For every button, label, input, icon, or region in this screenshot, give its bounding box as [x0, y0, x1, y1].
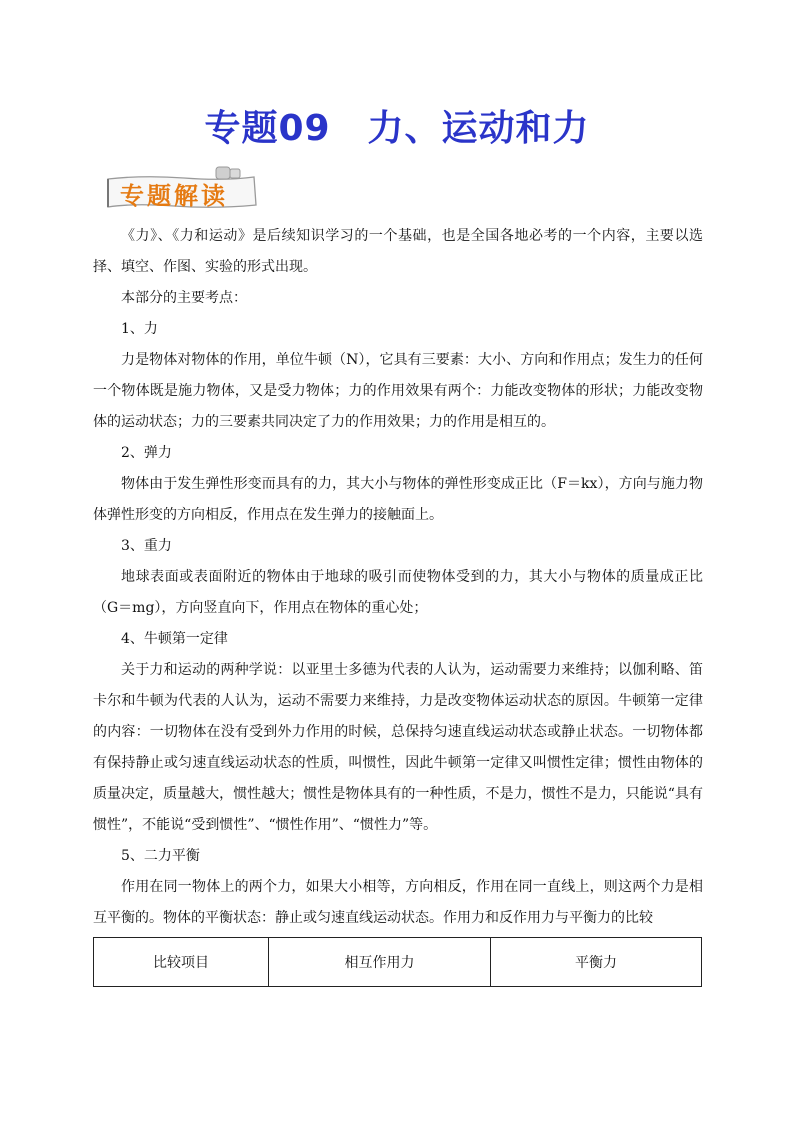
balance-paragraph: 作用在同一物体上的两个力，如果大小相等，方向相反，作用在同一直线上，则这两个力是相互平衡的。物体的平衡状态：静止或匀速直线运动状态。作用力和反作用力与平衡力的比较	[93, 879, 703, 926]
section-heading-balance: 5、二力平衡	[121, 848, 200, 864]
section-heading-gravity: 3、重力	[121, 538, 172, 554]
key-points-heading: 本部分的主要考点：	[121, 290, 247, 306]
gravity-paragraph: 地球表面或表面附近的物体由于地球的吸引而使物体受到的力，其大小与物体的质量成正比（G＝mg），方向竖直向下，作用点在物体的重心处；	[93, 569, 703, 616]
article-body	[93, 221, 703, 934]
table-header-cell: 平衡力	[491, 938, 702, 987]
section-badge	[104, 165, 260, 215]
section-heading-elastic: 2、弹力	[121, 445, 172, 461]
newton-paragraph: 关于力和运动的两种学说：以亚里士多德为代表的人认为，运动需要力来维持；以伽利略、笛卡尔和牛顿为代表的人认为，运动不需要力来维持，力是改变物体运动状态的原因。牛顿第一定律的内容：一切物体在没有受到外力作用的时候，总保持匀速直线运动状态或静止状态。一切物体都有保持静止或匀速直线运动状态的性质，叫惯性，因此牛顿第一定律又叫惯性定律；惯性由物体的质量决定，质量越大，惯性越大；惯性是物体具有的一种性质，不是力，惯性不是力，只能说“具有惯性”，不能说“受到惯性”、“惯性作用”、“惯性力”等。	[93, 662, 703, 833]
force-paragraph: 力是物体对物体的作用，单位牛顿（N），它具有三要素：大小、方向和作用点；发生力的任何一个物体既是施力物体，又是受力物体；力的作用效果有两个：力能改变物体的形状；力能改变物体的运动状态；力的三要素共同决定了力的作用效果；力的作用是相互的。	[93, 352, 703, 430]
section-heading-newton: 4、牛顿第一定律	[121, 631, 228, 647]
comparison-table	[93, 937, 702, 987]
table-header-cell: 比较项目	[94, 938, 269, 987]
section-heading-force: 1、力	[121, 321, 158, 337]
badge-label: 专题解读	[120, 181, 228, 210]
elastic-paragraph: 物体由于发生弹性形变而具有的力，其大小与物体的弹性形变成正比（F＝kx），方向与施力物体弹性形变的方向相反，作用点在发生弹力的接触面上。	[93, 476, 703, 523]
intro-paragraph: 《力》、《力和运动》是后续知识学习的一个基础，也是全国各地必考的一个内容，主要以选择、填空、作图、实验的形式出现。	[93, 228, 703, 275]
document-title: 专题09 力、运动和力	[204, 108, 590, 149]
table-header-row	[94, 938, 702, 987]
table-header-cell: 相互作用力	[269, 938, 491, 987]
